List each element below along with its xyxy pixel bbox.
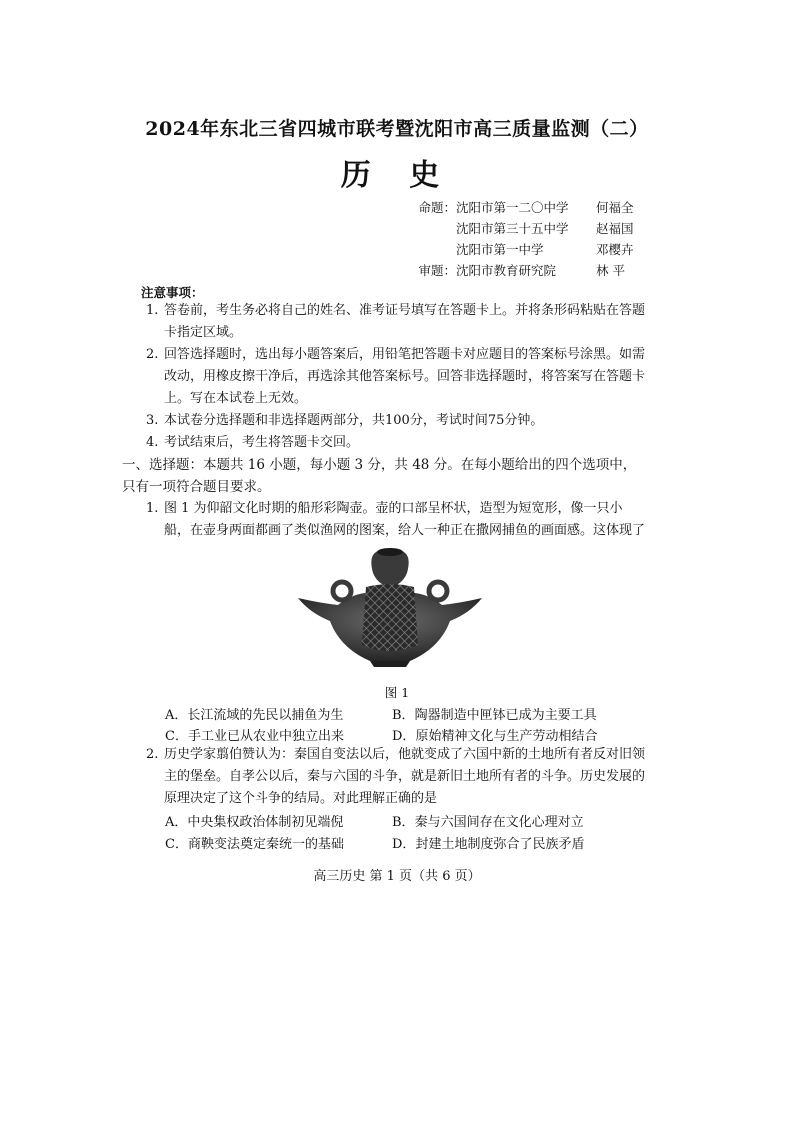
note-text: 回答选择题时，选出每小题答案后，用铅笔把答题卡对应题目的答案标号涂黑。如需改动，用橡皮擦干净后，再选涂其他答案标号。回答非选择题时，将答案写在答题卡上。写在本试卷上无效。 bbox=[164, 347, 646, 406]
question-1 bbox=[146, 498, 646, 542]
option-text: 秦与六国间存在文化心理对立 bbox=[414, 815, 584, 830]
option-label: C． bbox=[165, 729, 188, 744]
author-row bbox=[400, 240, 650, 261]
question-number: 2. bbox=[146, 747, 159, 762]
option-text: 手工业已从农业中独立出来 bbox=[187, 729, 344, 744]
pot-base bbox=[370, 661, 410, 667]
note-item-1 bbox=[146, 300, 646, 344]
note-number: 2. bbox=[146, 347, 159, 362]
question-2 bbox=[146, 744, 646, 810]
net-pattern bbox=[362, 584, 418, 651]
option-text: 商鞅变法奠定秦统一的基础 bbox=[187, 837, 344, 852]
page-footer: 高三历史 第 1 页（共 6 页） bbox=[313, 869, 481, 884]
author-org: 沈阳市第一中学 bbox=[456, 242, 544, 257]
right-handle bbox=[429, 582, 447, 600]
option-text: 陶器制造中匣钵已成为主要工具 bbox=[414, 708, 597, 723]
option-label: A． bbox=[165, 815, 188, 830]
exam-title: 2024年东北三省四城市联考暨沈阳市高三质量监测（二） bbox=[145, 118, 649, 140]
option-c bbox=[165, 833, 344, 852]
option-text: 长江流域的先民以捕鱼为生 bbox=[187, 708, 344, 723]
author-row bbox=[400, 219, 650, 240]
note-number: 3. bbox=[146, 413, 159, 428]
author-row bbox=[400, 261, 650, 282]
note-number: 1. bbox=[146, 303, 159, 318]
option-text: 原始精神文化与生产劳动相结合 bbox=[415, 729, 598, 744]
left-handle bbox=[333, 582, 351, 600]
pot-neck bbox=[371, 551, 408, 587]
figure-caption: 图 1 bbox=[384, 685, 410, 700]
option-label: D． bbox=[392, 729, 416, 744]
option-label: B． bbox=[392, 815, 415, 830]
note-text: 考试结束后，考生将答题卡交回。 bbox=[164, 435, 360, 450]
question-number: 1. bbox=[146, 501, 159, 516]
author-org: 沈阳市第一二〇中学 bbox=[456, 200, 569, 215]
option-text: 封建土地制度弥合了民族矛盾 bbox=[415, 837, 585, 852]
option-d bbox=[392, 833, 584, 852]
option-label: A． bbox=[165, 708, 188, 723]
author-role: 命题： bbox=[418, 200, 456, 215]
note-item-2 bbox=[146, 344, 646, 410]
author-org: 沈阳市教育研究院 bbox=[456, 263, 557, 278]
option-c bbox=[165, 725, 344, 744]
option-b bbox=[392, 811, 584, 830]
option-a bbox=[165, 704, 343, 723]
option-text: 中央集权政治体制初见端倪 bbox=[187, 815, 344, 830]
note-item-3 bbox=[146, 410, 646, 432]
question-stem: 历史学家翦伯赞认为：秦国自变法以后，他就变成了六国中新的土地所有者反对旧领主的堡垒。自孝公以后，秦与六国的斗争，就是新旧土地所有者的斗争。历史发展的原理决定了这个斗争的结局。对此理解正确的是 bbox=[164, 747, 646, 806]
question-stem: 图 1 为仰韶文化时期的船形彩陶壶。壶的口部呈杯状，造型为短宽形，像一只小船，在壶身两面都画了类似渔网的图案，给人一种正在撒网捕鱼的画面感。这体现了 bbox=[164, 501, 646, 538]
notes-title: 注意事项： bbox=[141, 285, 204, 300]
author-name: 何福全 bbox=[596, 200, 634, 215]
note-text: 答卷前，考生务必将自己的姓名、准考证号填写在答题卡上。并将条形码粘贴在答题卡指定区域。 bbox=[164, 303, 646, 340]
option-b bbox=[392, 704, 597, 723]
subject-title: 历 史 bbox=[340, 158, 454, 193]
author-name: 林 平 bbox=[596, 263, 625, 278]
author-org: 沈阳市第三十五中学 bbox=[456, 221, 569, 236]
pot-mouth bbox=[377, 548, 403, 556]
author-name: 邓樱卉 bbox=[596, 242, 634, 257]
pottery-boat-figure bbox=[290, 543, 490, 678]
author-row bbox=[400, 198, 650, 219]
author-name: 赵福国 bbox=[596, 221, 634, 236]
author-block bbox=[400, 198, 650, 282]
option-label: D． bbox=[392, 837, 416, 852]
note-item-4 bbox=[146, 432, 646, 454]
option-label: C． bbox=[165, 837, 188, 852]
author-role: 审题： bbox=[418, 263, 456, 278]
option-a bbox=[165, 811, 343, 830]
option-label: B． bbox=[392, 708, 415, 723]
option-d bbox=[392, 725, 597, 744]
section-heading: 一、选择题：本题共 16 小题，每小题 3 分，共 48 分。在每小题给出的四个选项中，只有一项符合题目要求。 bbox=[122, 457, 637, 495]
note-text: 本试卷分选择题和非选择题两部分，共100分，考试时间75分钟。 bbox=[164, 413, 544, 428]
note-number: 4. bbox=[146, 435, 159, 450]
